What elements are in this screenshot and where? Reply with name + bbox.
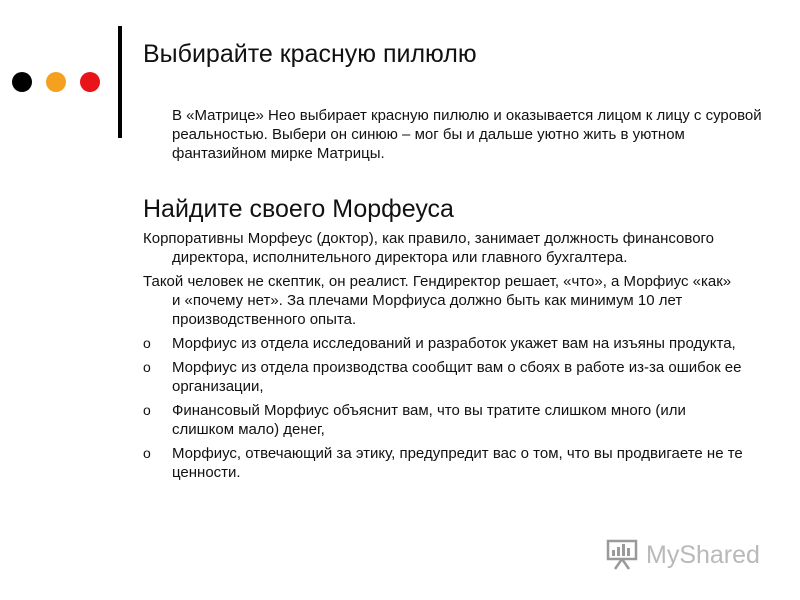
bullet-text: Морфиус, отвечающий за этику, предупредит вас о том, что вы продвигаете не те ценности. bbox=[172, 445, 743, 481]
section-subtitle: Найдите своего Морфеуса bbox=[143, 195, 454, 223]
slide-title: Выбирайте красную пилюлю bbox=[143, 40, 477, 68]
intro-paragraph: В «Матрице» Нео выбирает красную пилюлю и оказывается лицом к лицу с суровой реальностью. Выбери он синюю – мог бы и дальше уютно жить в уютном фантазийном мирке Матрицы. bbox=[172, 107, 762, 162]
bullet-marker: o bbox=[143, 335, 151, 351]
bullet-text: Морфиус из отдела исследований и разработок укажет вам на изъяны продукта, bbox=[172, 335, 736, 352]
paragraph-morpheus-role: Корпоративны Морфеус (доктор), как правило, занимает должность финансового директора, исполнительного директора или главного бухгалтера. bbox=[143, 230, 715, 266]
bullet-text: Морфиус из отдела производства сообщит вам о сбоях в работе из-за ошибок ее организации, bbox=[172, 359, 742, 395]
decor-vertical-bar bbox=[118, 26, 122, 138]
bullet-item bbox=[143, 358, 743, 396]
bullet-marker: o bbox=[143, 402, 151, 418]
bullet-text: Финансовый Морфиус объяснит вам, что вы тратите слишком много (или слишком мало) денег, bbox=[172, 402, 686, 438]
decor-dot-orange bbox=[46, 72, 66, 92]
bullet-item bbox=[143, 444, 743, 482]
bullet-marker: o bbox=[143, 445, 151, 461]
decor-dot-black bbox=[12, 72, 32, 92]
paragraph-morpheus-realist: Такой человек не скептик, он реалист. Гендиректор решает, «что», а Морфиус «как» и «почему нет». За плечами Морфиуса должно быть как минимум 10 лет производственного опыта. bbox=[143, 273, 732, 328]
watermark-text: MyShared bbox=[646, 541, 760, 569]
bullet-item bbox=[143, 334, 743, 353]
bullet-item bbox=[143, 401, 743, 439]
bullet-marker: o bbox=[143, 359, 151, 375]
presentation-board-icon bbox=[606, 538, 640, 570]
decor-dot-red bbox=[80, 72, 100, 92]
body-content bbox=[143, 229, 743, 487]
